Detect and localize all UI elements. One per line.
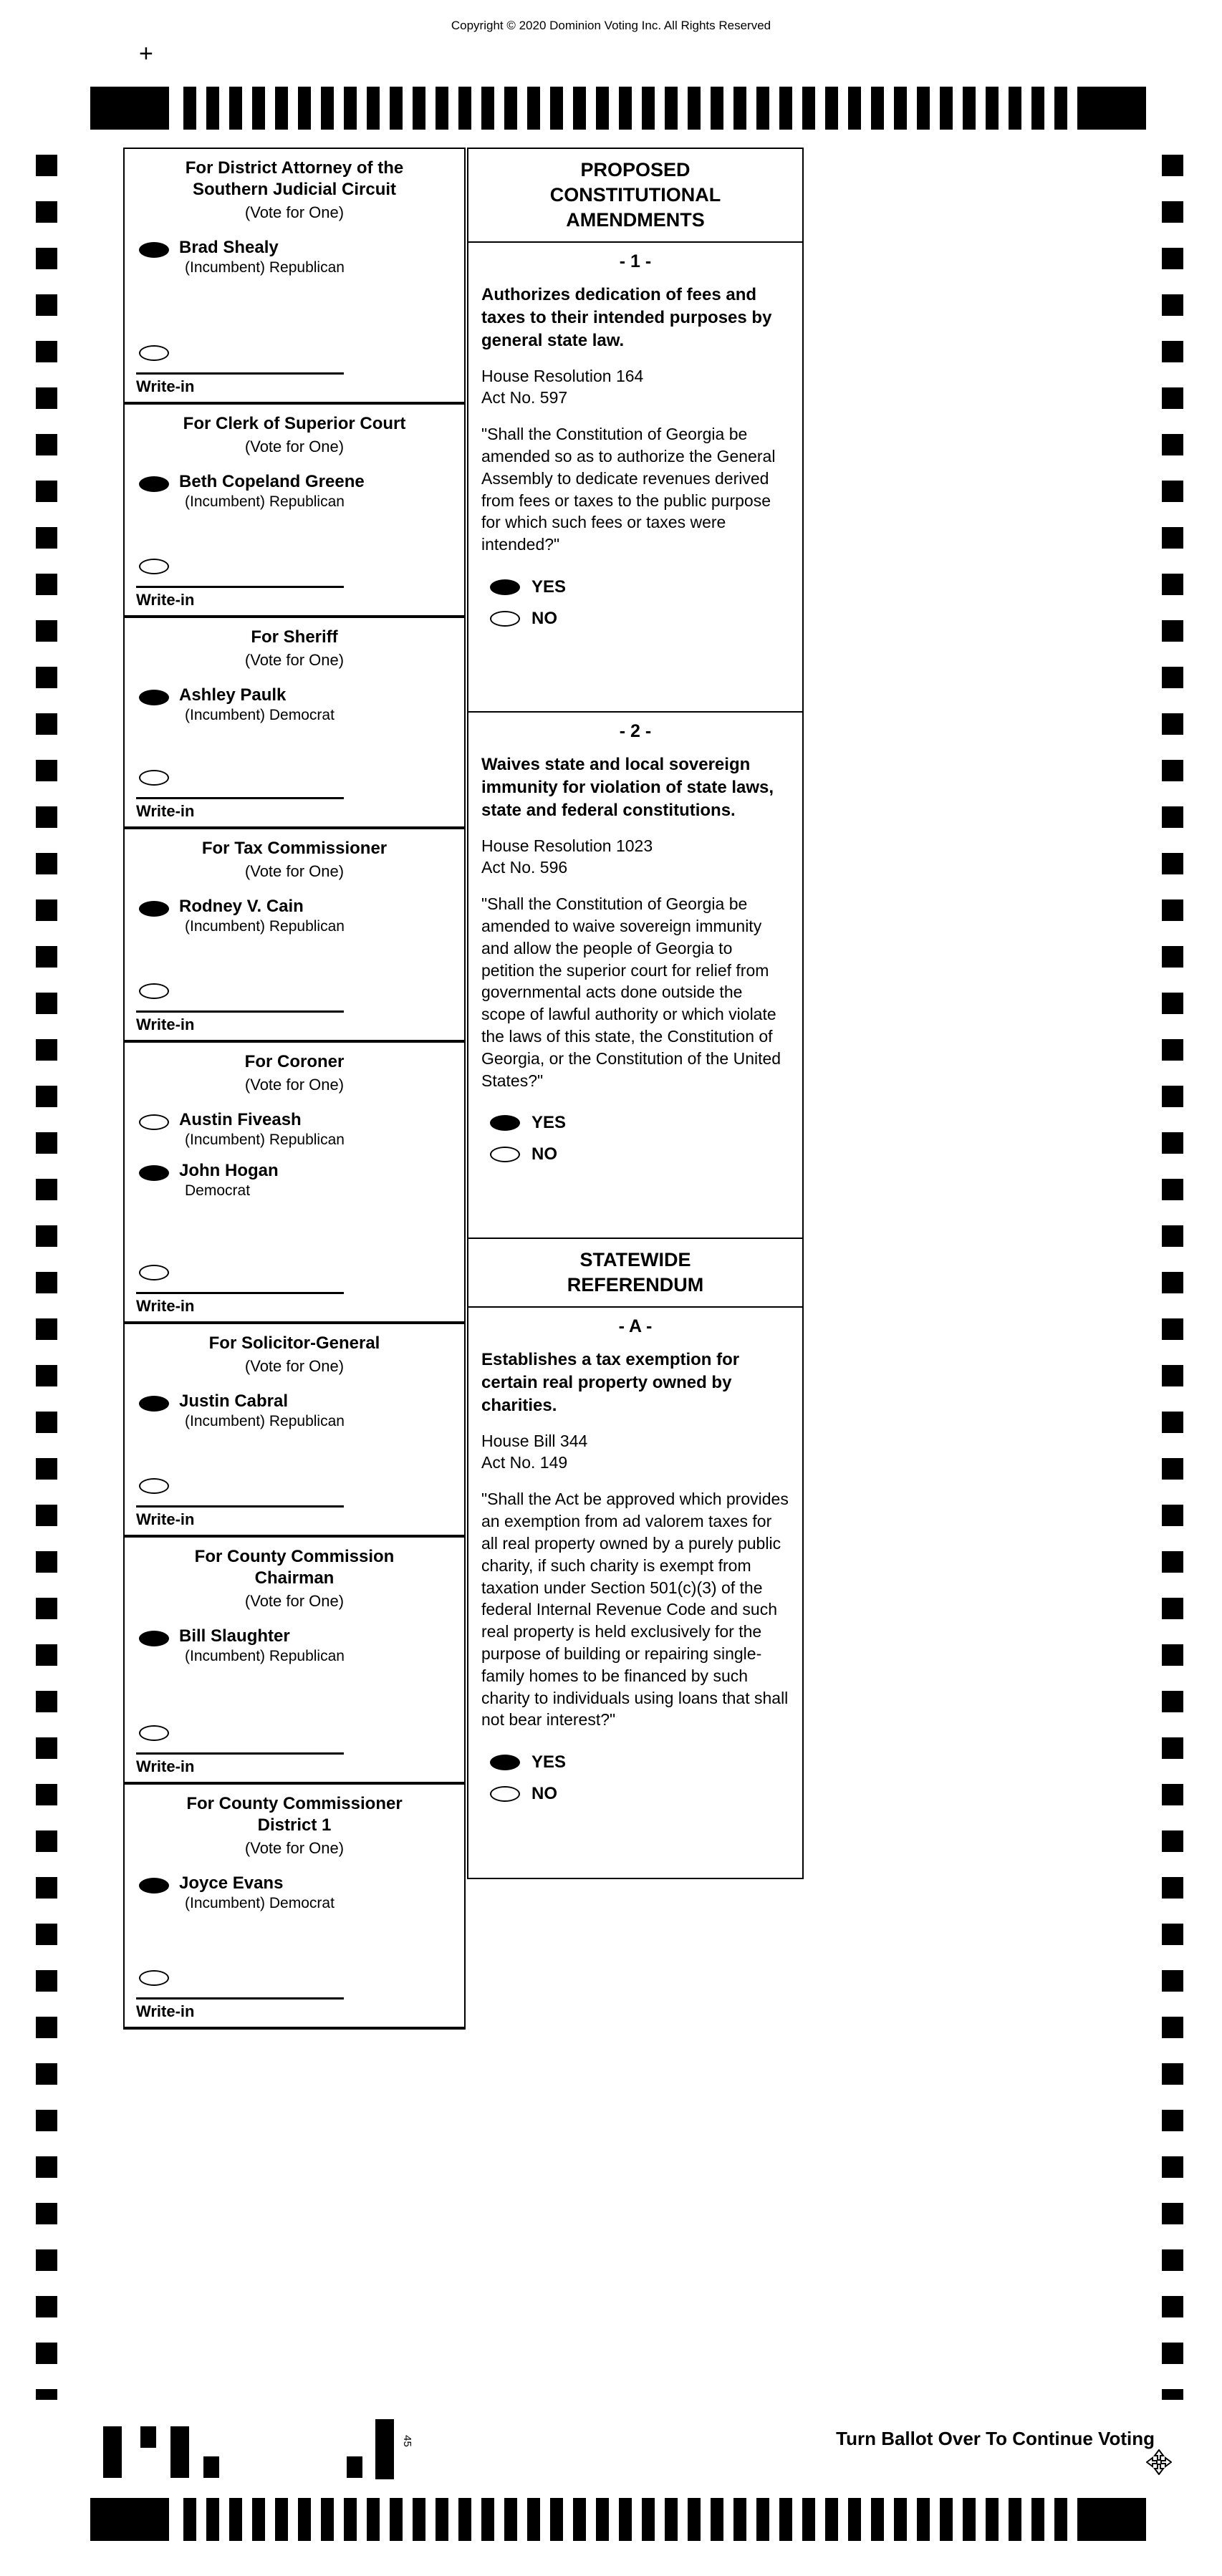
- candidate-row: [125, 1865, 464, 1916]
- candidate-detail: (Incumbent) Republican: [185, 1647, 345, 1664]
- write-in-label: Write-in: [136, 1757, 195, 1775]
- amendment-2-section: [467, 711, 804, 1239]
- candidate-detail: (Incumbent) Republican: [185, 259, 345, 276]
- barcode-mark: [140, 2426, 156, 2448]
- contest-title: For Solicitor-General: [208, 1333, 380, 1353]
- candidate-name: Rodney V. Cain: [179, 897, 304, 916]
- write-in-oval[interactable]: [139, 559, 169, 574]
- contest-commission-chairman: [123, 1536, 466, 1785]
- write-in-line[interactable]: [136, 1010, 344, 1013]
- contest-clerk-superior-court: [123, 403, 466, 618]
- candidate-row: [125, 1152, 464, 1203]
- timing-block-top-left: [90, 87, 169, 130]
- no-choice-row: [490, 609, 789, 629]
- timing-block-bottom-right: [1077, 2498, 1146, 2541]
- contest-title: For Coroner: [244, 1052, 345, 1071]
- write-in-oval[interactable]: [139, 770, 169, 786]
- candidate-oval[interactable]: [139, 1396, 169, 1412]
- candidate-row: [125, 1101, 464, 1152]
- candidate-detail: (Incumbent) Republican: [185, 1412, 345, 1429]
- write-in-choice-row: [125, 1258, 464, 1292]
- measure-ref-line: House Bill 344: [481, 1432, 588, 1451]
- barcode-mark: [375, 2419, 394, 2479]
- candidate-row: [125, 888, 464, 939]
- timing-marks-left: [36, 155, 57, 2400]
- no-oval[interactable]: [490, 1786, 520, 1802]
- write-in-area: [125, 1292, 464, 1321]
- write-in-label: Write-in: [136, 1510, 195, 1528]
- yes-label: YES: [531, 1752, 567, 1772]
- write-in-oval[interactable]: [139, 345, 169, 361]
- write-in-oval[interactable]: [139, 1478, 169, 1494]
- no-oval[interactable]: [490, 1147, 520, 1162]
- measure-question: "Shall the Constitution of Georgia be amended to waive sovereign immunity and allow the people of Georgia to petition the superior court for relief from governmental acts done outside the scope of lawful authority or which violate the laws of this state, the Constitution of Georgia, or the Constitution of the United States?": [481, 894, 781, 1090]
- stub-number: 45: [400, 2435, 413, 2447]
- barcode-mark: [347, 2456, 362, 2478]
- yes-choice-row: [490, 1752, 789, 1772]
- timing-marks-top: [183, 87, 1074, 130]
- write-in-line[interactable]: [136, 797, 344, 799]
- yes-oval[interactable]: [490, 1115, 520, 1131]
- timing-marks-right: [1162, 155, 1183, 2400]
- candidate-detail: Democrat: [185, 1182, 251, 1199]
- candidate-oval[interactable]: [139, 1114, 169, 1130]
- measure-number: - 2 -: [619, 721, 652, 742]
- candidate-detail: (Incumbent) Republican: [185, 493, 345, 510]
- vote-for-instruction: (Vote for One): [244, 1839, 345, 1857]
- candidate-row: [125, 1618, 464, 1669]
- barcode-mark: [170, 2426, 189, 2478]
- candidate-row: [125, 677, 464, 728]
- candidate-oval[interactable]: [139, 1165, 169, 1181]
- candidate-oval[interactable]: [139, 476, 169, 492]
- write-in-choice-row: [125, 1963, 464, 1997]
- measure-references: [481, 366, 789, 409]
- candidate-name: Justin Cabral: [179, 1391, 289, 1411]
- candidate-detail: (Incumbent) Republican: [185, 1131, 345, 1148]
- no-label: NO: [531, 608, 557, 628]
- write-in-choice-row: [125, 338, 464, 372]
- no-choice-row: [490, 1784, 789, 1804]
- measure-references: [481, 836, 789, 879]
- yes-label: YES: [531, 1113, 567, 1133]
- yes-oval[interactable]: [490, 1755, 520, 1770]
- contest-title: For District Attorney of the Southern Judicial Circuit: [185, 158, 404, 199]
- timing-block-bottom-left: [90, 2498, 169, 2541]
- measure-number: - A -: [618, 1316, 653, 1337]
- registration-plus-mark: +: [139, 40, 153, 67]
- candidate-detail: (Incumbent) Democrat: [185, 706, 335, 723]
- write-in-label: Write-in: [136, 1016, 195, 1033]
- write-in-label: Write-in: [136, 377, 195, 395]
- measure-ref-line: House Resolution 164: [481, 367, 644, 386]
- referendum-a-section: [467, 1306, 804, 1879]
- write-in-label: Write-in: [136, 591, 195, 609]
- no-choice-row: [490, 1144, 789, 1164]
- vote-for-instruction: (Vote for One): [244, 203, 345, 221]
- write-in-choice-row: [125, 1471, 464, 1505]
- barcode-mark: [103, 2426, 122, 2478]
- amendment-1-section: [467, 241, 804, 713]
- ballot-barcode: [103, 2426, 411, 2488]
- yes-choice-row: [490, 577, 789, 597]
- measure-number: - 1 -: [619, 251, 652, 272]
- measure-question: "Shall the Act be approved which provides an exemption from ad valorem taxes for all real property owned by a purely public charity, if such charity is exempt from taxation under Section 501(c)(3) of the federal Internal Revenue Code and such real property is held exclusively for the purpose of building or repairing single-family homes to be financed by such charity to individuals using loans that shall not bear interest?": [481, 1490, 789, 1730]
- vote-for-instruction: (Vote for One): [244, 1076, 345, 1094]
- contest-commissioner-district-1: [123, 1783, 466, 2030]
- write-in-line[interactable]: [136, 372, 344, 375]
- write-in-oval[interactable]: [139, 1265, 169, 1280]
- yes-oval[interactable]: [490, 579, 520, 595]
- referendum-header: STATEWIDE REFERENDUM: [467, 1238, 804, 1308]
- candidate-oval[interactable]: [139, 1631, 169, 1646]
- measure-question: "Shall the Constitution of Georgia be amended so as to authorize the General Assembly to dedicate revenues derived from fees or taxes to the public purpose for which such fees or taxes were intended?": [481, 425, 776, 554]
- write-in-oval[interactable]: [139, 1970, 169, 1986]
- write-in-line[interactable]: [136, 1292, 344, 1294]
- candidate-name: Ashley Paulk: [179, 685, 287, 705]
- write-in-choice-row: [125, 551, 464, 586]
- amendments-header: PROPOSED CONSTITUTIONAL AMENDMENTS: [467, 148, 804, 243]
- candidate-name: Beth Copeland Greene: [179, 472, 365, 491]
- write-in-area: [125, 586, 464, 615]
- timing-block-top-right: [1077, 87, 1146, 130]
- contest-coroner: [123, 1041, 466, 1324]
- candidate-detail: (Incumbent) Democrat: [185, 1894, 335, 1911]
- contest-title: For Clerk of Superior Court: [183, 414, 406, 433]
- write-in-area: [125, 1752, 464, 1782]
- candidate-row: [125, 1383, 464, 1434]
- write-in-area: [125, 372, 464, 402]
- candidate-oval[interactable]: [139, 901, 169, 917]
- contest-sheriff: [123, 617, 466, 829]
- measure-ref-line: Act No. 596: [481, 858, 568, 877]
- candidate-oval[interactable]: [139, 690, 169, 705]
- candidate-detail: (Incumbent) Republican: [185, 917, 345, 935]
- timing-marks-bottom: [183, 2498, 1074, 2541]
- candidate-name: Austin Fiveash: [179, 1110, 302, 1129]
- candidate-name: Joyce Evans: [179, 1873, 284, 1893]
- copyright-notice: Copyright © 2020 Dominion Voting Inc. All Rights Reserved: [451, 19, 771, 32]
- candidate-oval[interactable]: [139, 1878, 169, 1894]
- yes-label: YES: [531, 577, 567, 597]
- candidate-row: [125, 463, 464, 514]
- races-column: [123, 148, 466, 2030]
- barcode-mark: [203, 2456, 219, 2478]
- write-in-oval[interactable]: [139, 983, 169, 999]
- write-in-area: [125, 797, 464, 826]
- vote-for-instruction: (Vote for One): [244, 1592, 345, 1610]
- measure-ref-line: Act No. 149: [481, 1453, 568, 1472]
- contest-solicitor-general: [123, 1323, 466, 1538]
- contest-title: For County Commissioner District 1: [186, 1794, 403, 1835]
- contest-district-attorney: [123, 148, 466, 405]
- measure-ref-line: House Resolution 1023: [481, 836, 653, 856]
- measure-summary: Establishes a tax exemption for certain real property owned by charities.: [481, 1350, 740, 1415]
- measures-column: [467, 148, 804, 1879]
- write-in-oval[interactable]: [139, 1725, 169, 1741]
- write-in-label: Write-in: [136, 1297, 195, 1315]
- write-in-label: Write-in: [136, 802, 195, 820]
- no-oval[interactable]: [490, 611, 520, 627]
- no-label: NO: [531, 1784, 557, 1804]
- measure-summary: Authorizes dedication of fees and taxes to their intended purposes by general state law.: [481, 285, 772, 350]
- candidate-name: Bill Slaughter: [179, 1626, 290, 1646]
- contest-title: For Tax Commissioner: [201, 839, 388, 858]
- vote-for-instruction: (Vote for One): [244, 438, 345, 455]
- write-in-area: [125, 1505, 464, 1535]
- write-in-label: Write-in: [136, 2002, 195, 2020]
- write-in-line[interactable]: [136, 586, 344, 588]
- candidate-name: Brad Shealy: [179, 238, 279, 257]
- vote-for-instruction: (Vote for One): [244, 1357, 345, 1375]
- write-in-choice-row: [125, 976, 464, 1010]
- write-in-choice-row: [125, 763, 464, 797]
- vote-for-instruction: (Vote for One): [244, 862, 345, 880]
- write-in-choice-row: [125, 1718, 464, 1752]
- vote-for-instruction: (Vote for One): [244, 651, 345, 669]
- measure-ref-line: Act No. 597: [481, 388, 568, 407]
- yes-choice-row: [490, 1113, 789, 1133]
- write-in-area: [125, 1997, 464, 2027]
- contest-title: For County Commission Chairman: [194, 1547, 395, 1588]
- candidate-oval[interactable]: [139, 242, 169, 258]
- write-in-area: [125, 1010, 464, 1040]
- no-label: NO: [531, 1144, 557, 1164]
- measure-summary: Waives state and local sovereign immunity for violation of state laws, state and federal constitutions.: [481, 755, 774, 820]
- write-in-line[interactable]: [136, 1505, 344, 1508]
- continue-arrow-icon: [1146, 2449, 1172, 2475]
- candidate-name: John Hogan: [179, 1161, 279, 1181]
- write-in-line[interactable]: [136, 1997, 344, 1999]
- measure-references: [481, 1431, 789, 1474]
- contest-title: For Sheriff: [251, 627, 338, 647]
- write-in-line[interactable]: [136, 1752, 344, 1755]
- candidate-row: [125, 229, 464, 280]
- turn-over-instruction: Turn Ballot Over To Continue Voting: [836, 2428, 1155, 2449]
- contest-tax-commissioner: [123, 828, 466, 1043]
